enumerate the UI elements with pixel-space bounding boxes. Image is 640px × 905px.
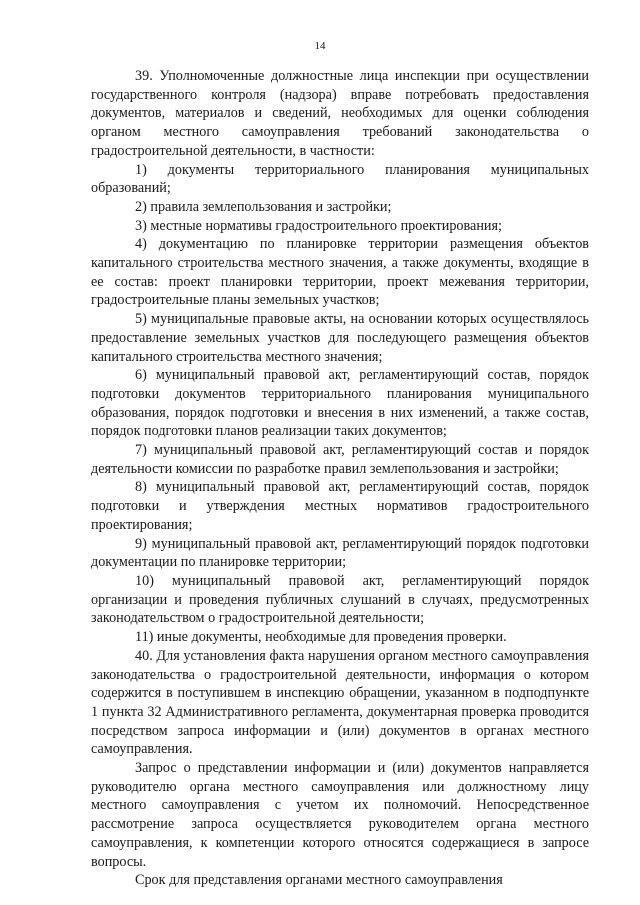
- list-item-4: 4) документацию по планировке территории размещения объектов капитального строительства местного значения, а также документы, входящие в ее состав: проект планировки территории, проект межевания территории, градостроительные планы земельных участков;: [91, 236, 589, 309]
- list-item-3: 3) местные нормативы градостроительного проектирования;: [135, 217, 502, 234]
- page-number: 14: [314, 40, 326, 52]
- list-item-9: 9) муниципальный правовой акт, регламентирующий порядок подготовки документации по планировке территории;: [91, 535, 589, 571]
- list-item-8: 8) муниципальный правовой акт, регламентирующий состав, порядок подготовки и утверждения местных нормативов градостроительного проектирования;: [91, 479, 589, 533]
- paragraph-deadline: Срок для представления органами местного самоуправления: [135, 872, 503, 889]
- paragraph-39: 39. Уполномоченные должностные лица инспекции при осуществлении государственного контроля (надзора) вправе потребовать предоставления документов, материалов и сведений, необходимых для оценки соблюдения органом местного самоуправления требований законодательства о градостроительной деятельности, в частности:: [91, 68, 589, 159]
- list-item-6: 6) муниципальный правовой акт, регламентирующий состав, порядок подготовки документов территориального планирования муниципального образования, порядок подготовки и внесения в них изменений, а также состав, порядок подготовки планов реализации таких документов;: [91, 367, 589, 440]
- list-item-2: 2) правила землепользования и застройки;: [135, 198, 392, 215]
- paragraph-request: Запрос о представлении информации и (или) документов направляется руководителю органа местного самоуправления или должностному лицу местного самоуправления с учетом их полномочий. Непосредственное рассмотрение запроса осуществляется руководителем органа местного самоуправления, к компетенции которого относятся содержащиеся в запросе вопросы.: [91, 760, 589, 870]
- list-item-1: 1) документы территориального планирования муниципальных образований;: [91, 161, 589, 197]
- paragraph-40: 40. Для установления факта нарушения органом местного самоуправления законодательства о градостроительной деятельности, информация о котором содержится в поступившем в инспекцию обращении, указанном в подподпункте 1 пункта 32 Административного регламента, документарная проверка проводится посредством запроса информации и (или) документов в органах местного самоуправления.: [91, 647, 589, 758]
- list-item-7: 7) муниципальный правовой акт, регламентирующий состав и порядок деятельности комиссии по разработке правил землепользования и застройки;: [91, 442, 589, 477]
- document-body: [91, 67, 589, 890]
- list-item-10: 10) муниципальный правовой акт, регламентирующий порядок организации и проведения публичных слушаний в случаях, предусмотренных законодательством о градостроительной деятельности;: [91, 572, 589, 627]
- list-item-11: 11) иные документы, необходимые для проведения проверки.: [135, 629, 507, 646]
- list-item-5: 5) муниципальные правовые акты, на основании которых осуществлялось предоставление земельных участков для последующего размещения объектов капитального строительства местного значения;: [91, 311, 589, 365]
